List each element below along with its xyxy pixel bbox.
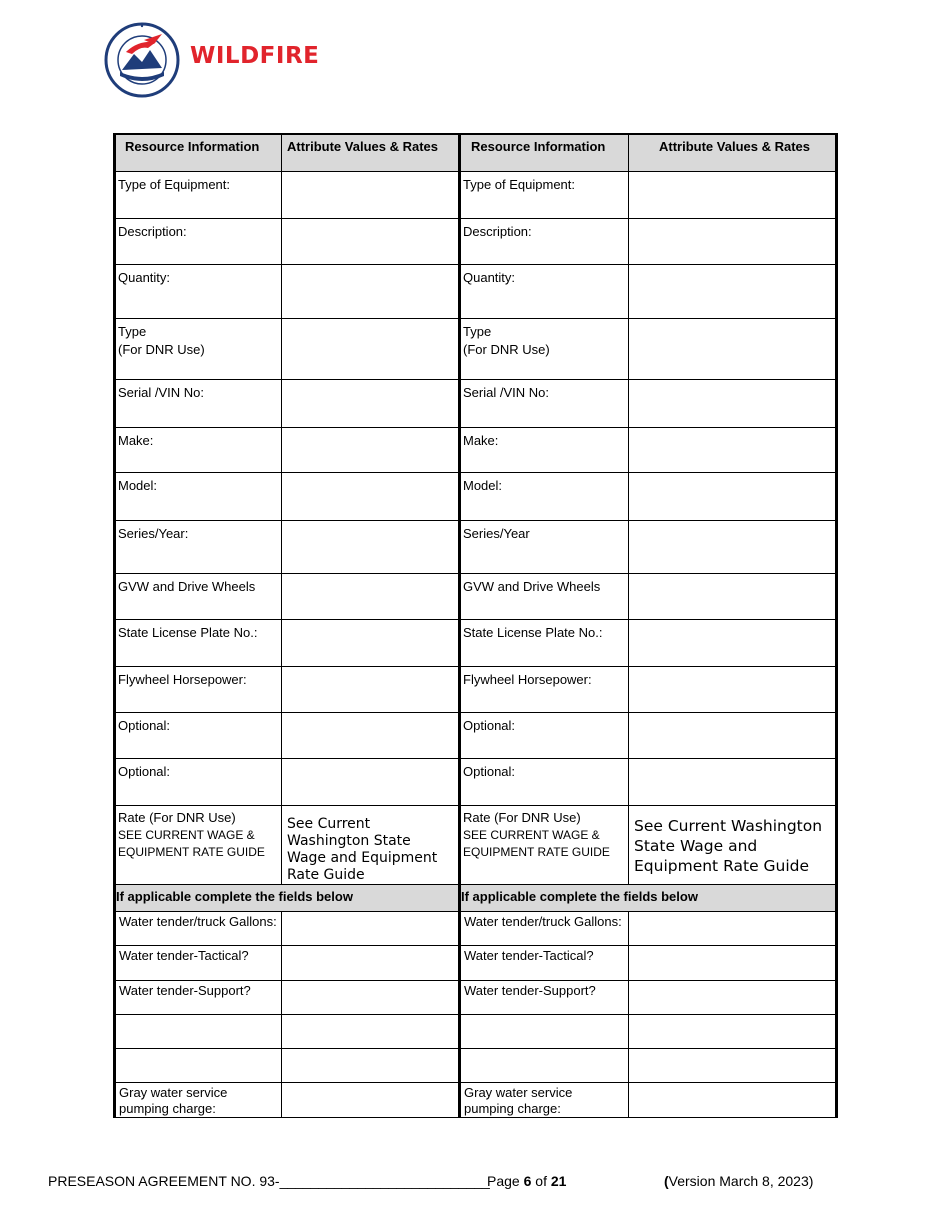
row-label: GVW and Drive Wheels [118, 578, 256, 594]
value-cell[interactable] [629, 573, 837, 619]
agreement-number: PRESEASON AGREEMENT NO. 93-___________________________ [48, 1173, 490, 1189]
row-label: Flywheel Horsepower: [118, 671, 247, 687]
row-label: Water tender-Support? [119, 982, 251, 998]
value-cell[interactable] [115, 1048, 282, 1082]
value-cell[interactable] [629, 945, 837, 980]
value-cell[interactable] [629, 427, 837, 472]
value-cell[interactable] [282, 264, 460, 318]
value-cell[interactable] [629, 318, 837, 379]
col-header-values-right: Attribute Values & Rates [629, 134, 837, 171]
table-row [115, 472, 837, 520]
table-row [115, 712, 837, 758]
value-cell[interactable] [629, 911, 837, 945]
value-cell[interactable] [629, 712, 837, 758]
row-label: Description: [463, 223, 532, 239]
value-cell[interactable] [629, 980, 837, 1014]
table-row [115, 911, 837, 945]
value-cell[interactable] [629, 171, 837, 218]
row-label: Gray water service pumping charge: [119, 1084, 228, 1116]
value-cell[interactable] [282, 472, 460, 520]
value-cell[interactable] [282, 520, 460, 573]
value-cell[interactable] [629, 379, 837, 427]
row-label: Model: [463, 477, 503, 493]
value-cell[interactable] [629, 1014, 837, 1048]
value-cell[interactable] [629, 218, 837, 264]
table-row [115, 758, 837, 805]
row-label: Water tender-Support? [464, 982, 596, 998]
rate-guide-note: See Current Washington State Wage and Equipment Rate Guide [634, 816, 823, 875]
value-cell[interactable] [282, 171, 460, 218]
brand-wordmark: WILDFIRE [190, 43, 320, 69]
table-row [115, 945, 837, 980]
table-row [115, 171, 837, 218]
version-label: (Version March 8, 2023) [664, 1173, 814, 1189]
table-row [115, 1048, 837, 1082]
page-number: Page 6 of 21 [487, 1173, 567, 1189]
section-header-row [115, 884, 837, 911]
row-label: Series/Year [463, 525, 530, 541]
row-label: Optional: [463, 763, 516, 779]
row-label: Model: [118, 477, 158, 493]
table-row [115, 264, 837, 318]
row-label: Type of Equipment: [118, 176, 231, 192]
row-label: Series/Year: [118, 525, 189, 541]
row-label: Description: [118, 223, 187, 239]
value-cell[interactable] [282, 911, 460, 945]
table-row [115, 218, 837, 264]
value-cell[interactable] [282, 218, 460, 264]
value-cell[interactable] [629, 472, 837, 520]
dnr-seal-icon [104, 22, 180, 98]
value-cell[interactable] [282, 980, 460, 1014]
row-label: Optional: [118, 717, 171, 733]
value-cell[interactable] [629, 520, 837, 573]
row-label: Serial /VIN No: [463, 384, 549, 400]
table-row [115, 1014, 837, 1048]
value-cell[interactable] [629, 1048, 837, 1082]
resource-information-table [113, 133, 838, 1118]
value-cell[interactable] [629, 619, 837, 666]
value-cell[interactable] [629, 666, 837, 712]
value-cell[interactable] [282, 427, 460, 472]
row-label: Water tender-Tactical? [119, 947, 249, 963]
row-label: Gray water service pumping charge: [464, 1084, 573, 1116]
value-cell[interactable] [282, 318, 460, 379]
value-cell[interactable] [629, 264, 837, 318]
row-label: State License Plate No.: [463, 624, 603, 640]
table-row [115, 427, 837, 472]
value-cell[interactable] [460, 1048, 629, 1082]
col-header-resource-right: Resource Information [460, 134, 629, 171]
value-cell[interactable] [629, 1082, 837, 1117]
row-label: Quantity: [463, 269, 516, 285]
rate-guide-note: See Current Washington State Wage and Equipment Rate Guide [287, 815, 438, 883]
value-cell[interactable] [282, 573, 460, 619]
value-cell[interactable] [282, 1082, 460, 1117]
rate-row [115, 805, 837, 884]
row-label: GVW and Drive Wheels [463, 578, 601, 594]
value-cell[interactable] [282, 619, 460, 666]
value-cell[interactable] [460, 1014, 629, 1048]
section-header-left: If applicable complete the fields below [115, 884, 460, 911]
row-label: Make: [118, 432, 154, 448]
value-cell[interactable] [282, 379, 460, 427]
value-cell[interactable] [282, 1014, 460, 1048]
table-row [115, 318, 837, 379]
row-label: Water tender-Tactical? [464, 947, 594, 963]
table-row [115, 666, 837, 712]
value-cell[interactable] [282, 758, 460, 805]
col-header-values-left: Attribute Values & Rates [282, 134, 460, 171]
table-row [115, 379, 837, 427]
row-label: Serial /VIN No: [118, 384, 204, 400]
table-row [115, 520, 837, 573]
row-label: Quantity: [118, 269, 171, 285]
section-header-right: If applicable complete the fields below [460, 884, 837, 911]
row-label: Flywheel Horsepower: [463, 671, 592, 687]
value-cell[interactable] [629, 758, 837, 805]
row-label: Type (For DNR Use) [118, 323, 205, 357]
rate-label: Rate (For DNR Use) SEE CURRENT WAGE & EQUIPMENT RATE GUIDE [463, 809, 610, 859]
row-label: Type (For DNR Use) [463, 323, 550, 357]
value-cell[interactable] [282, 666, 460, 712]
table-row [115, 1082, 837, 1117]
row-label: Optional: [118, 763, 171, 779]
col-header-resource-left: Resource Information [115, 134, 282, 171]
row-label: Water tender/truck Gallons: [464, 913, 622, 929]
row-label: Make: [463, 432, 499, 448]
value-cell[interactable] [115, 1014, 282, 1048]
row-label: Type of Equipment: [463, 176, 576, 192]
value-cell[interactable] [282, 945, 460, 980]
value-cell[interactable] [282, 712, 460, 758]
table-row [115, 619, 837, 666]
dnr-wildfire-logo [104, 22, 320, 100]
row-label: Water tender/truck Gallons: [119, 913, 277, 929]
row-label: Optional: [463, 717, 516, 733]
row-label: State License Plate No.: [118, 624, 258, 640]
table-row [115, 573, 837, 619]
value-cell[interactable] [282, 1048, 460, 1082]
rate-label: Rate (For DNR Use) SEE CURRENT WAGE & EQUIPMENT RATE GUIDE [118, 809, 265, 859]
table-row [115, 980, 837, 1014]
